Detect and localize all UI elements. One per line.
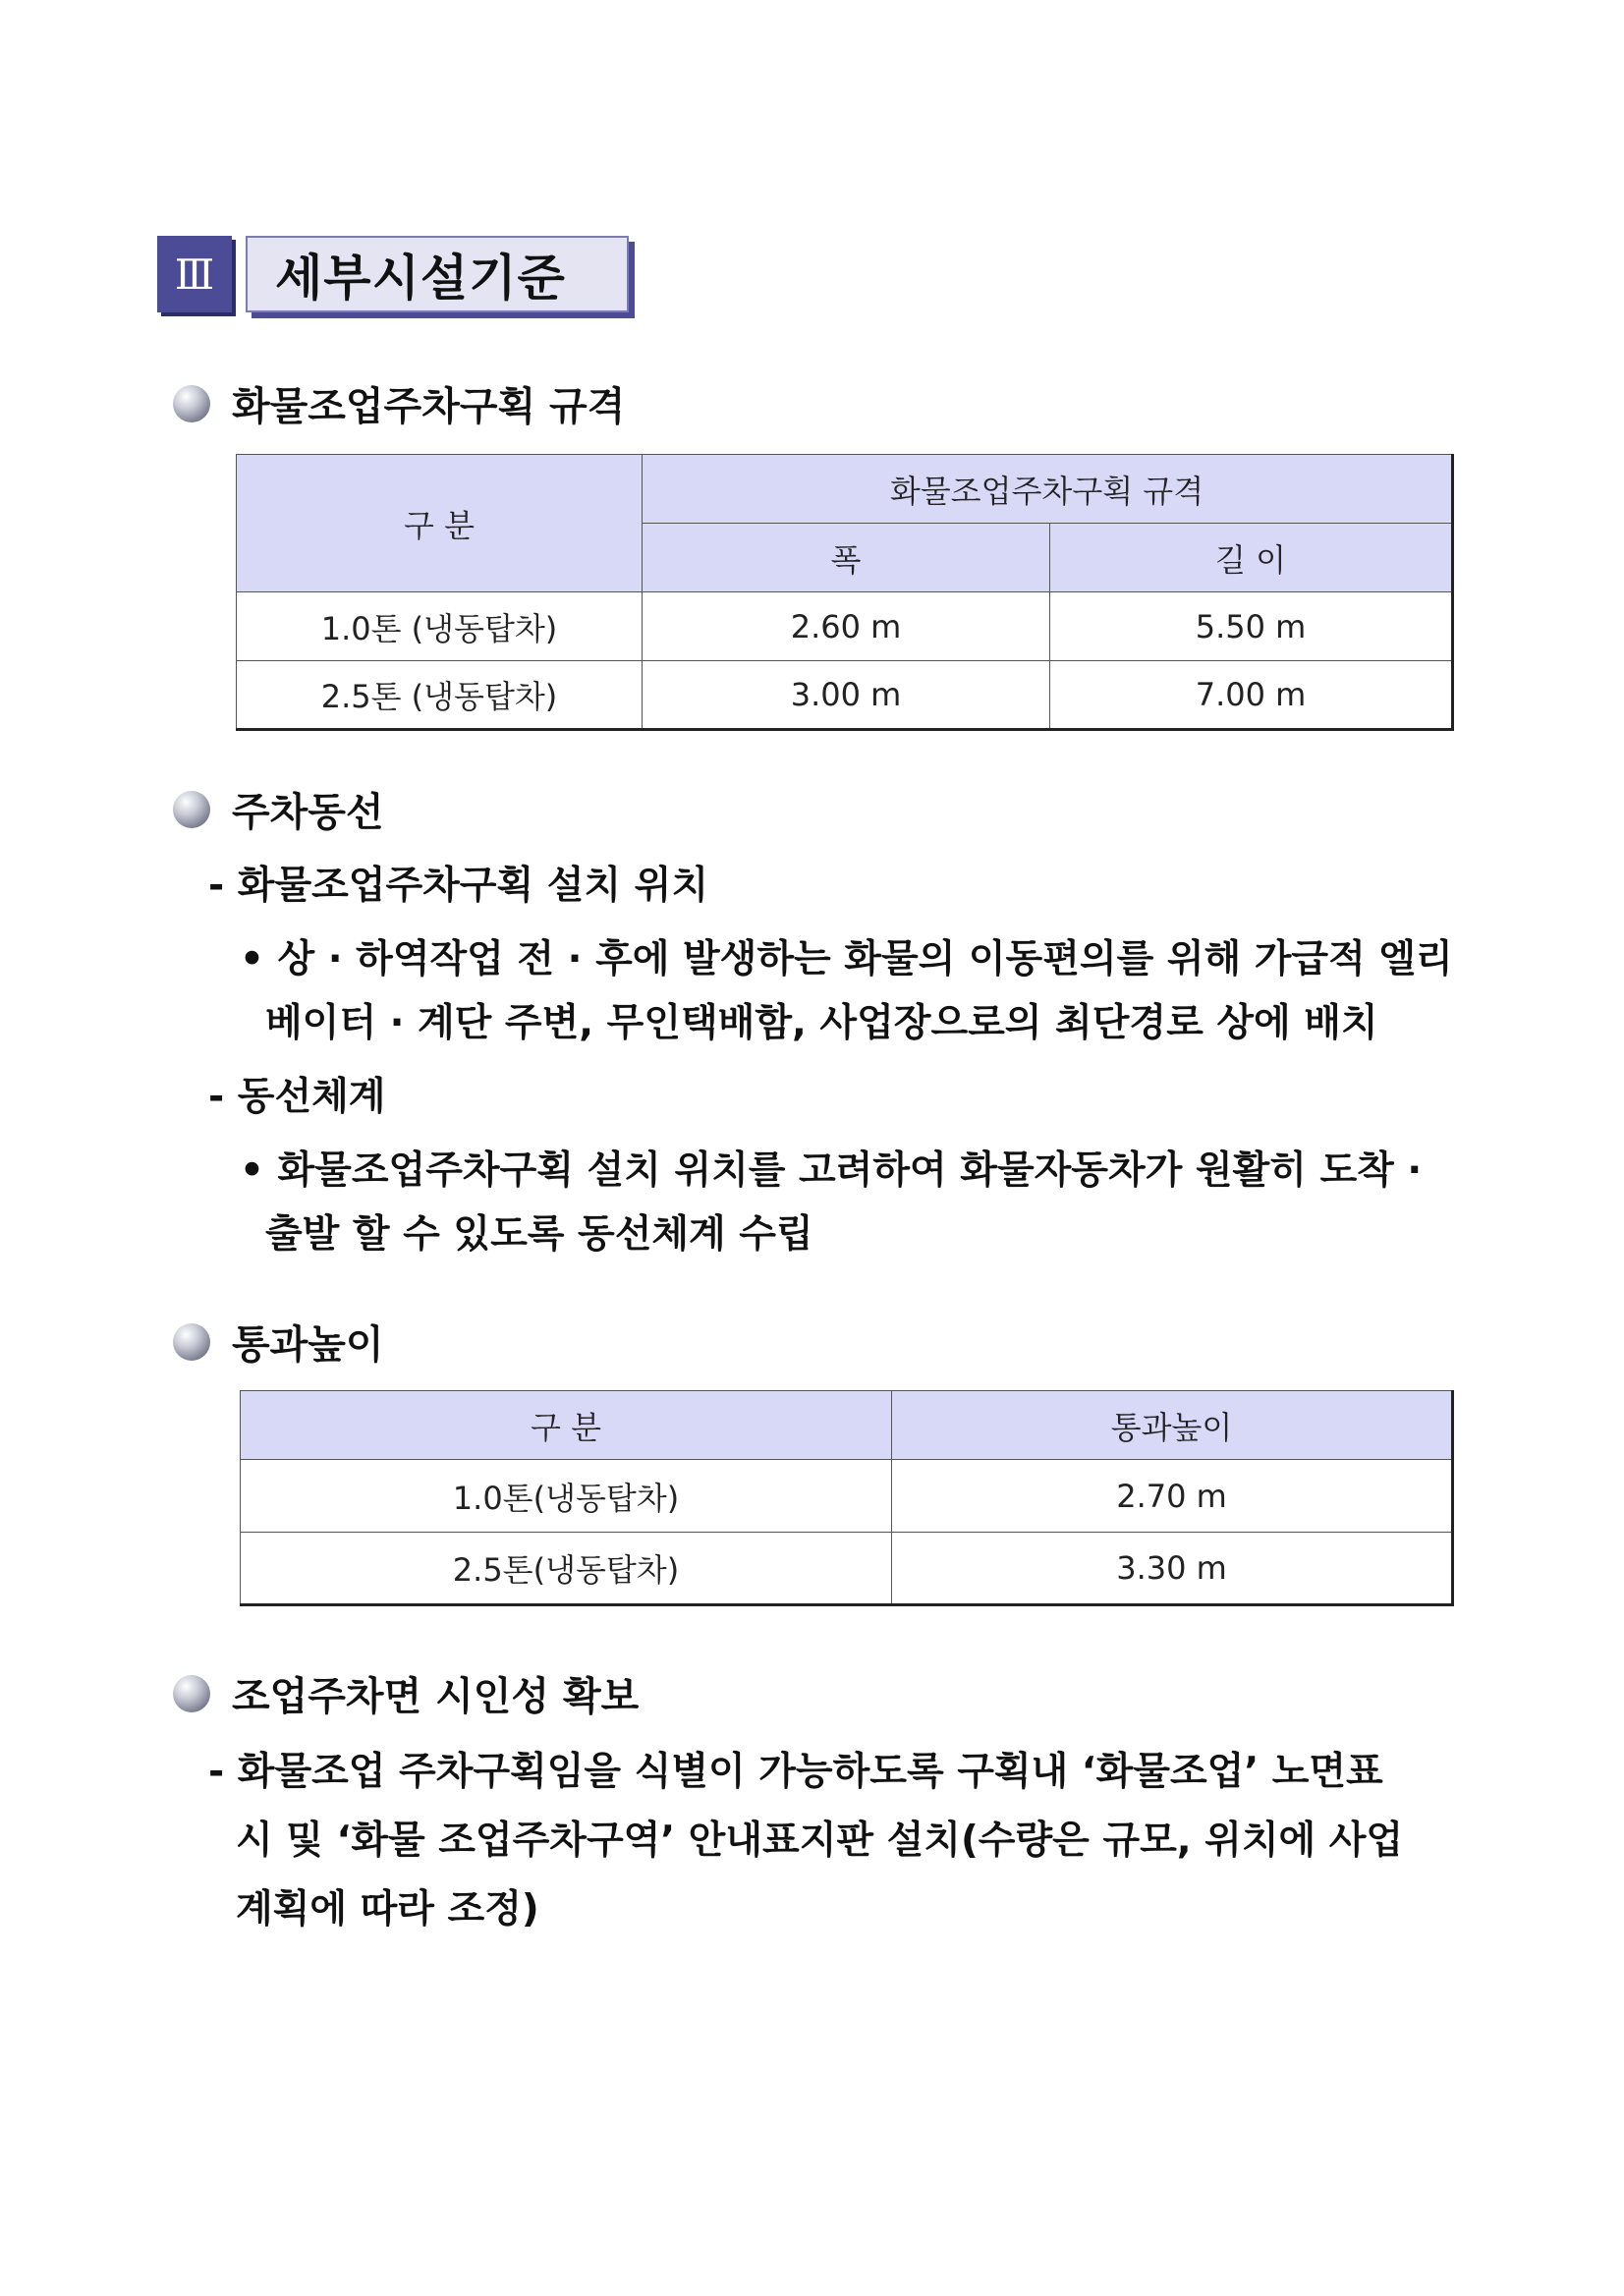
height-table xyxy=(240,1390,1454,1606)
sphere-bullet-icon xyxy=(173,1675,210,1712)
height-col-category: 구 분 xyxy=(241,1391,892,1460)
height-col-height: 통과높이 xyxy=(892,1391,1453,1460)
visibility-text-line1: - 화물조업 주차구획임을 식별이 가능하도록 구획내 ‘화물조업’ 노면표 xyxy=(208,1750,1383,1794)
table-row xyxy=(241,1533,1453,1605)
visibility-text-line3: 계획에 따라 조정) xyxy=(236,1887,539,1932)
flow-item1-heading: - 화물조업주차구획 설치 위치 xyxy=(208,864,709,908)
section-heading-spec xyxy=(173,375,625,431)
spec-col-group: 화물조업주차구획 규격 xyxy=(643,455,1453,524)
sphere-bullet-icon xyxy=(173,1323,210,1361)
spec-col-category: 구 분 xyxy=(237,455,643,592)
spec-cell-length: 7.00 m xyxy=(1050,661,1453,730)
height-cell-category: 2.5톤(냉동탑차) xyxy=(241,1533,892,1605)
flow-item1-text-line1: • 상 · 하역작업 전 · 후에 발생하는 화물의 이동편의를 위해 가급적 엘리 xyxy=(240,937,1453,981)
spec-col-width: 폭 xyxy=(643,524,1050,592)
sphere-bullet-icon xyxy=(173,385,210,422)
spec-table xyxy=(236,454,1454,731)
height-cell-value: 2.70 m xyxy=(892,1460,1453,1533)
section-title: 화물조업주차구획 규격 xyxy=(232,384,626,429)
flow-item2-text-line2: 출발 할 수 있도록 동선체계 수립 xyxy=(265,1212,813,1257)
section-title: 주차동선 xyxy=(232,790,384,835)
table-row xyxy=(237,661,1453,730)
table-row xyxy=(241,1460,1453,1533)
visibility-text-line2: 시 및 ‘화물 조업주차구역’ 안내표지판 설치(수량은 규모, 위치에 사업 xyxy=(236,1819,1404,1863)
spec-col-length: 길 이 xyxy=(1050,524,1453,592)
section-heading-flow xyxy=(173,781,384,837)
section-title: 조업주차면 시인성 확보 xyxy=(232,1674,640,1719)
chapter-title: 세부시설기준 xyxy=(246,236,629,312)
spec-cell-category: 2.5톤 (냉동탑차) xyxy=(237,661,643,730)
chapter-number: Ⅲ xyxy=(157,236,232,312)
spec-cell-category: 1.0톤 (냉동탑차) xyxy=(237,592,643,661)
flow-item1-text-line2: 베이터 · 계단 주변, 무인택배함, 사업장으로의 최단경로 상에 배치 xyxy=(265,1001,1378,1045)
flow-item2-text-line1: • 화물조업주차구획 설치 위치를 고려하여 화물자동차가 원활히 도착 · xyxy=(240,1148,1423,1193)
table-row xyxy=(237,592,1453,661)
height-cell-value: 3.30 m xyxy=(892,1533,1453,1605)
spec-cell-length: 5.50 m xyxy=(1050,592,1453,661)
flow-item2-heading: - 동선체계 xyxy=(208,1075,386,1119)
section-heading-visibility xyxy=(173,1665,639,1721)
height-cell-category: 1.0톤(냉동탑차) xyxy=(241,1460,892,1533)
spec-cell-width: 3.00 m xyxy=(643,661,1050,730)
section-heading-height xyxy=(173,1314,384,1370)
section-title: 통과높이 xyxy=(232,1322,384,1368)
chapter-header xyxy=(157,236,629,316)
spec-cell-width: 2.60 m xyxy=(643,592,1050,661)
sphere-bullet-icon xyxy=(173,791,210,828)
